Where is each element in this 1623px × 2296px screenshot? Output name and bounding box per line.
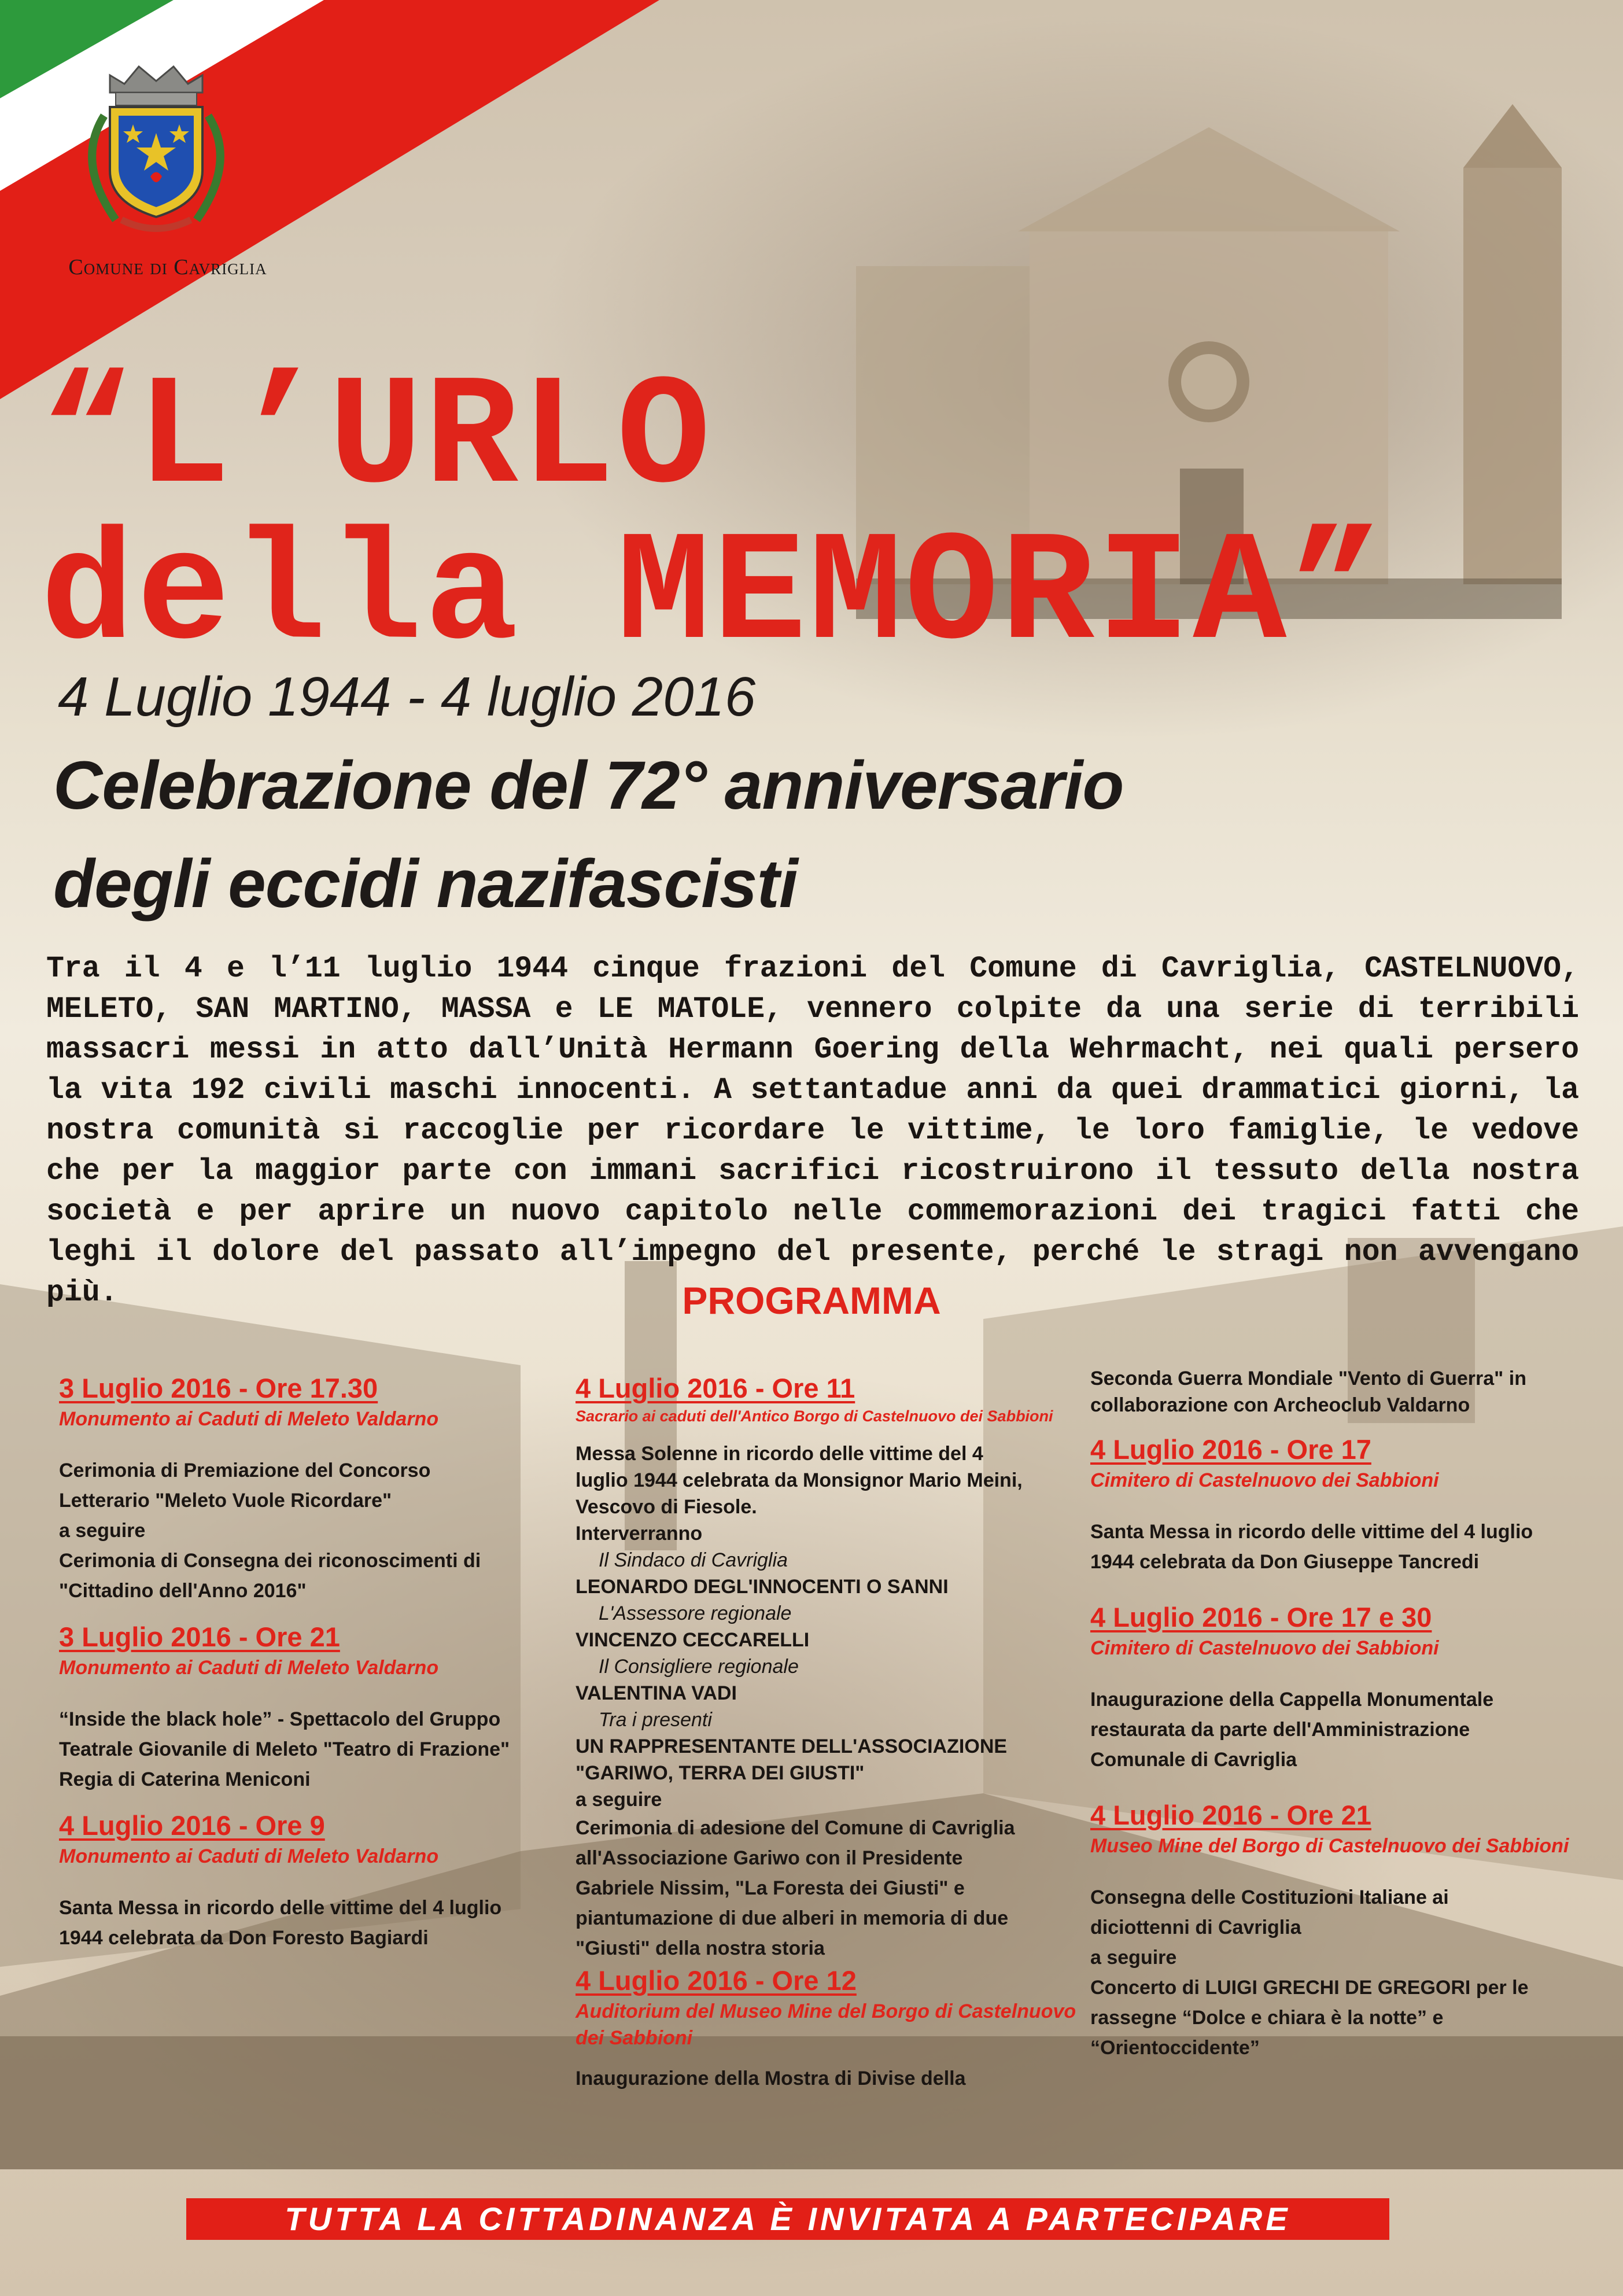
event-line: Cerimonia di adesione del Comune di Cavriglia: [576, 1817, 1015, 1839]
event-line: Letterario "Meleto Vuole Ricordare": [59, 1490, 392, 1512]
title-line-2: della MEMORIA”: [40, 507, 1385, 684]
event-heading: 4 Luglio 2016 - Ore 21: [1090, 1800, 1371, 1830]
event-heading: 4 Luglio 2016 - Ore 17 e 30: [1090, 1602, 1432, 1632]
event-line: Cerimonia di Premiazione del Concorso: [59, 1460, 431, 1481]
event-dates: 4 Luglio 1944 - 4 luglio 2016: [58, 666, 756, 728]
event-line: "GARIWO, TERRA DEI GIUSTI": [576, 1762, 865, 1784]
program-column-3: [1090, 1368, 1599, 2063]
event-line: Comunale di Cavriglia: [1090, 1749, 1297, 1771]
event-line: Santa Messa in ricordo delle vittime del 4 luglio: [1090, 1521, 1533, 1543]
event-line: a seguire: [1090, 1947, 1177, 1969]
event-line: a seguire: [576, 1789, 662, 1811]
program-column-1: [59, 1371, 568, 1953]
invitation-banner: TUTTA LA CITTADINANZA È INVITATA A PARTECIPARE: [186, 2198, 1389, 2240]
event-line: Concerto di LUIGI GRECHI DE GREGORI per le: [1090, 1977, 1529, 1999]
event-line: piantumazione di due alberi in memoria di due: [576, 1907, 1009, 1929]
comune-name: Comune di Cavriglia: [68, 255, 267, 279]
speaker-role: Il Sindaco di Cavriglia: [599, 1549, 788, 1571]
event-heading: 3 Luglio 2016 - Ore 17.30: [59, 1373, 378, 1403]
intro-paragraph: Tra il 4 e l’11 luglio 1944 cinque frazioni del Comune di Cavriglia, CASTELNUOVO, MELETO, SAN MARTINO, MASSA e LE MATOLE, vennero colpite da una serie di terribili massacri messi in atto dall’Unità Hermann Goering della Wehrmacht, nei quali persero la vita 192 civili maschi innocenti. A settantadue anni da quei drammatici giorni, la nostra comunità si raccoglie per ricordare le vittime, le loro famiglie, le vedove che per la maggior parte con immani sacrifici ricostruirono il tessuto della nostra società e per aprire un nuovo capitolo nelle commemorazioni dei tragici fatti che leghi il dolore del passato all’impegno del presente, perché le stragi non avvengano più.: [46, 952, 1579, 1310]
event-line: “Orientoccidente”: [1090, 2037, 1260, 2059]
subtitle-line-2: degli eccidi nazifascisti: [53, 846, 798, 922]
event-line: a seguire: [59, 1520, 146, 1542]
event-line: collaborazione con Archeoclub Valdarno: [1090, 1394, 1470, 1416]
event-line: "Giusti" della nostra storia: [576, 1937, 825, 1959]
event-place: Monumento ai Caduti di Meleto Valdarno: [59, 1408, 439, 1430]
event-line: Seconda Guerra Mondiale "Vento di Guerra" in: [1090, 1368, 1526, 1390]
event-block: [59, 1620, 568, 1794]
event-line: restaurata da parte dell'Amministrazione: [1090, 1719, 1470, 1741]
event-line: Cerimonia di Consegna dei riconoscimenti di: [59, 1550, 481, 1572]
event-line: “Inside the black hole” - Spettacolo del Gruppo: [59, 1708, 501, 1730]
event-place: Cimitero di Castelnuovo dei Sabbioni: [1090, 1469, 1439, 1491]
event-line: "Cittadino dell'Anno 2016": [59, 1580, 307, 1602]
event-place: Monumento ai Caduti di Meleto Valdarno: [59, 1845, 439, 1867]
event-heading: 4 Luglio 2016 - Ore 9: [59, 1810, 325, 1841]
event-line: diciottenni di Cavriglia: [1090, 1917, 1301, 1938]
event-line: Regia di Caterina Meniconi: [59, 1768, 311, 1790]
speaker-name: VALENTINA VADI: [576, 1682, 737, 1704]
program-column-2: [576, 1371, 1085, 2092]
speaker-role: L'Assessore regionale: [599, 1602, 792, 1624]
event-line: Santa Messa in ricordo delle vittime del 4 luglio: [59, 1897, 502, 1919]
event-line: 1944 celebrata da Don Giuseppe Tancredi: [1090, 1551, 1480, 1573]
event-line: 1944 celebrata da Don Foresto Bagiardi: [59, 1927, 429, 1949]
event-line: rassegne “Dolce e chiara è la notte” e: [1090, 2007, 1444, 2029]
event-block: [1090, 1432, 1599, 1577]
event-heading: 4 Luglio 2016 - Ore 11: [576, 1373, 855, 1403]
event-line: Gabriele Nissim, "La Foresta dei Giusti" e: [576, 1877, 965, 1899]
event-continued: [1090, 1365, 1599, 1418]
municipal-crest: [69, 52, 243, 243]
speaker-role: Il Consigliere regionale: [599, 1656, 799, 1678]
event-line: Messa Solenne in ricordo delle vittime del 4: [576, 1443, 983, 1465]
event-line: Teatrale Giovanile di Meleto "Teatro di Frazione": [59, 1738, 510, 1760]
event-block: [1090, 1798, 1599, 2063]
speaker-name: VINCENZO CECCARELLI: [576, 1629, 810, 1651]
speaker-name: UN RAPPRESENTANTE DELL'ASSOCIAZIONE: [576, 1735, 1008, 1757]
event-place: Cimitero di Castelnuovo dei Sabbioni: [1090, 1637, 1439, 1659]
event-heading: 3 Luglio 2016 - Ore 21: [59, 1621, 340, 1652]
event-block: [59, 1371, 568, 1606]
event-line: Inaugurazione della Mostra di Divise della: [576, 2067, 966, 2089]
event-heading: 4 Luglio 2016 - Ore 12: [576, 1965, 857, 1996]
event-line: all'Associazione Gariwo con il Presidente: [576, 1847, 963, 1869]
title-line-1: “L’URLO: [40, 351, 713, 528]
event-line: Inaugurazione della Cappella Monumentale: [1090, 1689, 1494, 1711]
program-title: PROGRAMMA: [682, 1279, 941, 1322]
event-line: luglio 1944 celebrata da Monsignor Mario Meini,: [576, 1469, 1023, 1491]
event-heading: 4 Luglio 2016 - Ore 17: [1090, 1434, 1371, 1465]
speaker-name: LEONARDO DEGL'INNOCENTI O SANNI: [576, 1576, 949, 1598]
event-place: Auditorium del Museo Mine del Borgo di Castelnuovo dei Sabbioni: [576, 2000, 1076, 2049]
subtitle-line-1: Celebrazione del 72° anniversario: [53, 747, 1124, 824]
event-place: Sacrario ai caduti dell'Antico Borgo di Castelnuovo dei Sabbioni: [576, 1407, 1053, 1425]
event-line: Consegna delle Costituzioni Italiane ai: [1090, 1886, 1449, 1908]
event-line: Vescovo di Fiesole.: [576, 1496, 757, 1518]
event-block: [1090, 1600, 1599, 1775]
event-place: Monumento ai Caduti di Meleto Valdarno: [59, 1657, 439, 1679]
speaker-role: Tra i presenti: [599, 1709, 712, 1731]
event-place: Museo Mine del Borgo di Castelnuovo dei Sabbioni: [1090, 1835, 1569, 1857]
event-line: Interverranno: [576, 1523, 703, 1545]
event-block: [59, 1808, 568, 1953]
event-block: [576, 1963, 1085, 2092]
event-block: [576, 1371, 1085, 1963]
